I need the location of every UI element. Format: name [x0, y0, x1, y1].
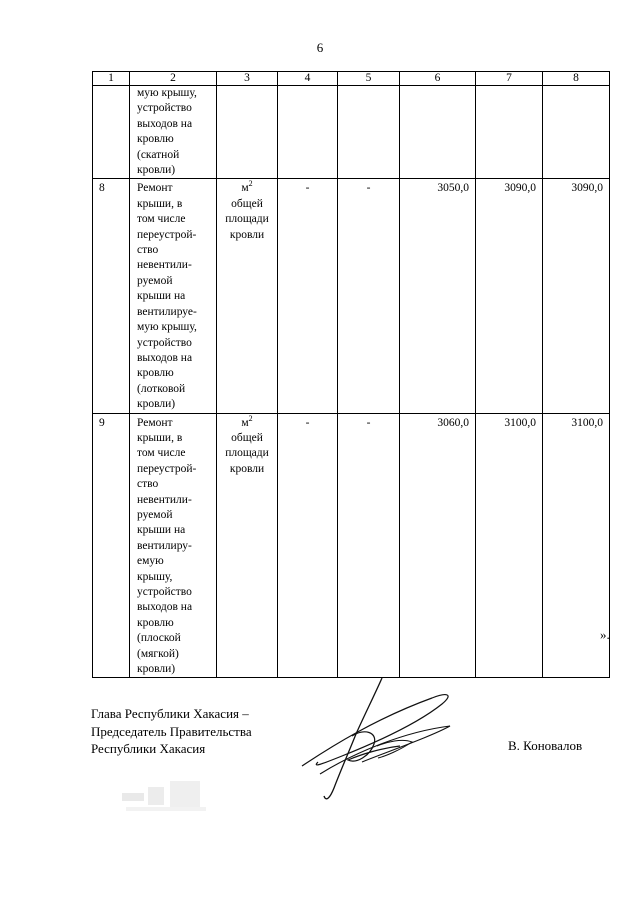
- signer-title-line: Глава Республики Хакасия –: [91, 706, 249, 721]
- description-line: вентилируе-: [137, 305, 197, 318]
- description-line: емую: [137, 555, 164, 568]
- unit-line: площади: [225, 213, 269, 226]
- row-number: 9: [93, 413, 130, 678]
- description-line: Ремонт: [137, 182, 173, 195]
- description-line: выходов на: [137, 117, 193, 130]
- description-line: (лотковой: [137, 382, 186, 395]
- description-line: Ремонт: [137, 416, 173, 429]
- description-line: кровли): [137, 663, 176, 676]
- description-line: устройство: [137, 102, 192, 115]
- unit-superscript: 2: [248, 179, 253, 189]
- data-table: [92, 71, 610, 678]
- unit-line: площади: [225, 447, 269, 460]
- handwritten-signature: [282, 676, 462, 806]
- description-line: выходов на: [137, 601, 193, 614]
- column-header: 2: [130, 72, 217, 86]
- description-line: том числе: [137, 213, 186, 226]
- column-header: 1: [93, 72, 130, 86]
- description-line: мую крышу,: [137, 321, 197, 334]
- cell-col5: -: [338, 179, 400, 413]
- row-unit: [217, 413, 278, 678]
- description-line: крыши на: [137, 290, 186, 303]
- description-line: ство: [137, 244, 159, 257]
- description-line: кровлю: [137, 133, 174, 146]
- description-line: кровлю: [137, 616, 174, 629]
- page-number: 6: [316, 40, 324, 55]
- description-line: кровлю: [137, 367, 174, 380]
- description-line: вентилиру-: [137, 539, 192, 552]
- row-description: [130, 179, 217, 413]
- description-line: ство: [137, 478, 159, 491]
- signer-title-line: Председатель Правительства: [91, 723, 252, 739]
- column-header: 8: [543, 72, 610, 86]
- table-row: [93, 179, 610, 413]
- description-line: невентили-: [137, 259, 192, 272]
- description-line: руемой: [137, 508, 173, 521]
- signer-title-line: Республики Хакасия: [91, 741, 206, 756]
- cell-col6: 3050,0: [400, 179, 476, 413]
- description-line: том числе: [137, 447, 186, 460]
- column-header: 6: [400, 72, 476, 86]
- closing-quote: ».: [600, 627, 610, 642]
- description-line: устройство: [137, 586, 192, 598]
- unit-superscript: 2: [248, 413, 253, 423]
- description-line: выходов на: [137, 351, 193, 364]
- column-header: 7: [476, 72, 543, 86]
- cell-col8: 3090,0: [543, 179, 610, 413]
- cell-col4: -: [278, 179, 338, 413]
- description-line: крыши, в: [137, 431, 183, 444]
- unit-symbol: $м^2$: [241, 413, 253, 429]
- description-line: крышу,: [137, 570, 173, 583]
- description-line: руемой: [137, 274, 173, 287]
- unit-line: кровли: [229, 228, 265, 241]
- unit-line: общей: [231, 431, 263, 444]
- description-line: (скатной: [137, 148, 180, 161]
- unit-line: общей: [231, 197, 263, 210]
- column-header: 5: [338, 72, 400, 86]
- column-header: 4: [278, 72, 338, 86]
- description-line: крыши, в: [137, 197, 183, 210]
- unit-line: кровли: [229, 462, 265, 475]
- row-description: [130, 86, 217, 179]
- description-line: переустрой-: [137, 462, 197, 475]
- description-line: мую крышу,: [137, 87, 197, 99]
- description-line: кровли): [137, 164, 176, 177]
- cell-col7: 3090,0: [476, 179, 543, 413]
- table-row-continuation: [93, 86, 610, 179]
- cell-col8: 3100,0: [543, 413, 610, 678]
- row-number: 8: [93, 179, 130, 413]
- cell-col7: 3100,0: [476, 413, 543, 678]
- description-line: устройство: [137, 336, 192, 349]
- row-unit: [217, 179, 278, 413]
- unit-symbol: $м^2$: [241, 179, 253, 195]
- cell-col6: 3060,0: [400, 413, 476, 678]
- description-line: невентили-: [137, 493, 192, 506]
- table-header-row: [93, 72, 610, 86]
- description-line: (мягкой): [137, 647, 179, 660]
- signer-name: В. Коновалов: [508, 738, 583, 753]
- row-description: [130, 413, 217, 678]
- cell-col4: -: [278, 413, 338, 678]
- description-line: переустрой-: [137, 228, 197, 241]
- faint-stamp-mark: [118, 775, 214, 817]
- description-line: (плоской: [137, 632, 181, 645]
- cell-col5: -: [338, 413, 400, 678]
- table-row: [93, 413, 610, 678]
- description-line: кровли): [137, 398, 176, 411]
- signer-title: [91, 705, 252, 758]
- description-line: крыши на: [137, 524, 186, 537]
- column-header: 3: [217, 72, 278, 86]
